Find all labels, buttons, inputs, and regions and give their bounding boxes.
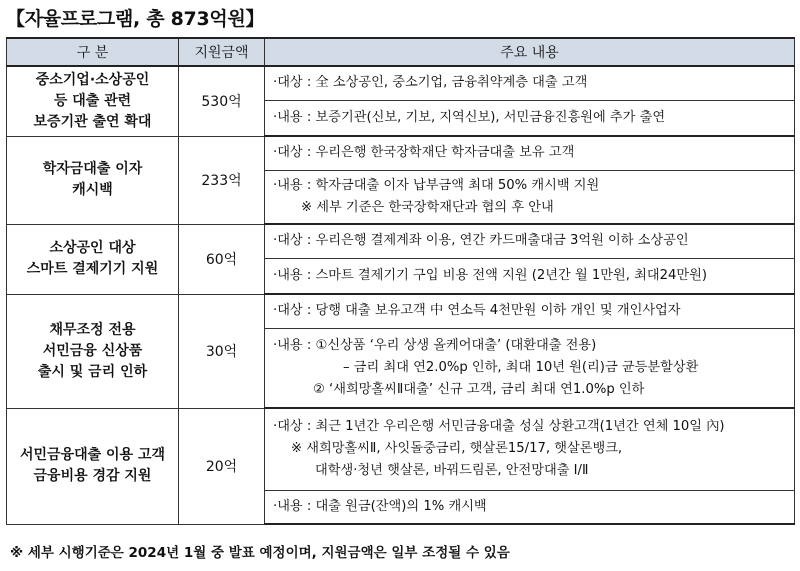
row-category <box>7 408 179 524</box>
row-target: ·대상 : 우리은행 한국장학재단 학자금대출 보유 고객 <box>265 136 795 170</box>
category-line: 보증기관 출연 확대 <box>33 113 152 130</box>
row-amount: 530억 <box>179 66 265 136</box>
row-amount: 20억 <box>179 408 265 524</box>
content-line: ·내용 : 학자금대출 이자 납부금액 최대 50% 캐시백 지원 <box>273 177 600 193</box>
row-target: ·대상 : 우리은행 결제계좌 이용, 연간 카드매출대금 3억원 이하 소상공인 <box>265 224 795 258</box>
category-line: 등 대출 관련 <box>53 92 132 109</box>
row-amount: 30억 <box>179 294 265 408</box>
target-note: 대학생·청년 햇살론, 바꿔드림론, 안전망대출 Ⅰ/Ⅱ <box>315 463 589 479</box>
row-target: ·대상 : 全 소상공인, 중소기업, 금융취약계층 대출 고객 <box>265 66 795 100</box>
table-row <box>7 294 795 328</box>
category-line: 채무조정 전용 <box>49 321 136 338</box>
header-content: 주요 내용 <box>265 38 795 66</box>
table-header-row <box>7 38 795 66</box>
row-category <box>7 224 179 294</box>
program-table <box>6 37 795 525</box>
table-row <box>7 408 795 490</box>
row-category <box>7 294 179 408</box>
content-line: ② ‘새희망홀씨Ⅱ대출’ 신규 고객, 금리 최대 연1.0%p 인하 <box>313 381 645 397</box>
row-target: ·대상 : 당행 대출 보유고객 中 연소득 4천만원 이하 개인 및 개인사업자 <box>265 294 795 328</box>
content-note: ※ 세부 기준은 한국장학재단과 협의 후 안내 <box>301 199 554 215</box>
header-amount: 지원금액 <box>179 38 265 66</box>
row-target <box>265 408 795 490</box>
row-category <box>7 136 179 224</box>
footnote: ※ 세부 시행기준은 2024년 1월 중 발표 예정이며, 지원금액은 일부 조정될 수 있음 <box>10 545 510 561</box>
category-line: 학자금대출 이자 <box>42 161 143 177</box>
page-title: 【자율프로그램, 총 873억원】 <box>6 8 265 30</box>
category-line: 출시 및 금리 인하 <box>37 363 148 380</box>
table-row <box>7 224 795 258</box>
row-content: ·내용 : 대출 원금(잔액)의 1% 캐시백 <box>265 490 795 524</box>
category-line: 소상공인 대상 <box>49 240 136 256</box>
category-line: 스마트 결제기기 지원 <box>26 261 159 277</box>
category-line: 금융비용 경감 지원 <box>33 468 152 484</box>
content-line: ·내용 : ①신상품 ‘우리 상생 올케어대출’ (대환대출 전용) <box>273 337 597 353</box>
target-note: ※ 새희망홀씨Ⅱ, 사잇돌중금리, 햇살론15/17, 햇살론뱅크, <box>291 441 623 457</box>
category-line: 캐시백 <box>72 182 113 198</box>
content-line: – 금리 최대 연2.0%p 인하, 최대 10년 원(리)금 균등분할상환 <box>343 359 699 375</box>
row-content: ·내용 : 스마트 결제기기 구입 비용 전액 지원 (2년간 월 1만원, 최대24만원) <box>265 258 795 294</box>
category-line: 서민금융 신상품 <box>42 342 143 359</box>
row-content: ·내용 : 보증기관(신보, 기보, 지역신보), 서민금융진흥원에 추가 출연 <box>265 100 795 136</box>
row-amount: 233억 <box>179 136 265 224</box>
target-line: ·대상 : 최근 1년간 우리은행 서민금융대출 성실 상환고객(1년간 연체 10일 內) <box>273 419 725 435</box>
row-content <box>265 170 795 224</box>
table-row <box>7 66 795 100</box>
row-amount: 60억 <box>179 224 265 294</box>
header-category: 구 분 <box>7 38 179 66</box>
category-line: 서민금융대출 이용 고객 <box>20 447 165 463</box>
category-line: 중소기업·소상공인 <box>35 71 150 88</box>
row-category <box>7 66 179 136</box>
row-content <box>265 328 795 408</box>
table-row <box>7 136 795 170</box>
